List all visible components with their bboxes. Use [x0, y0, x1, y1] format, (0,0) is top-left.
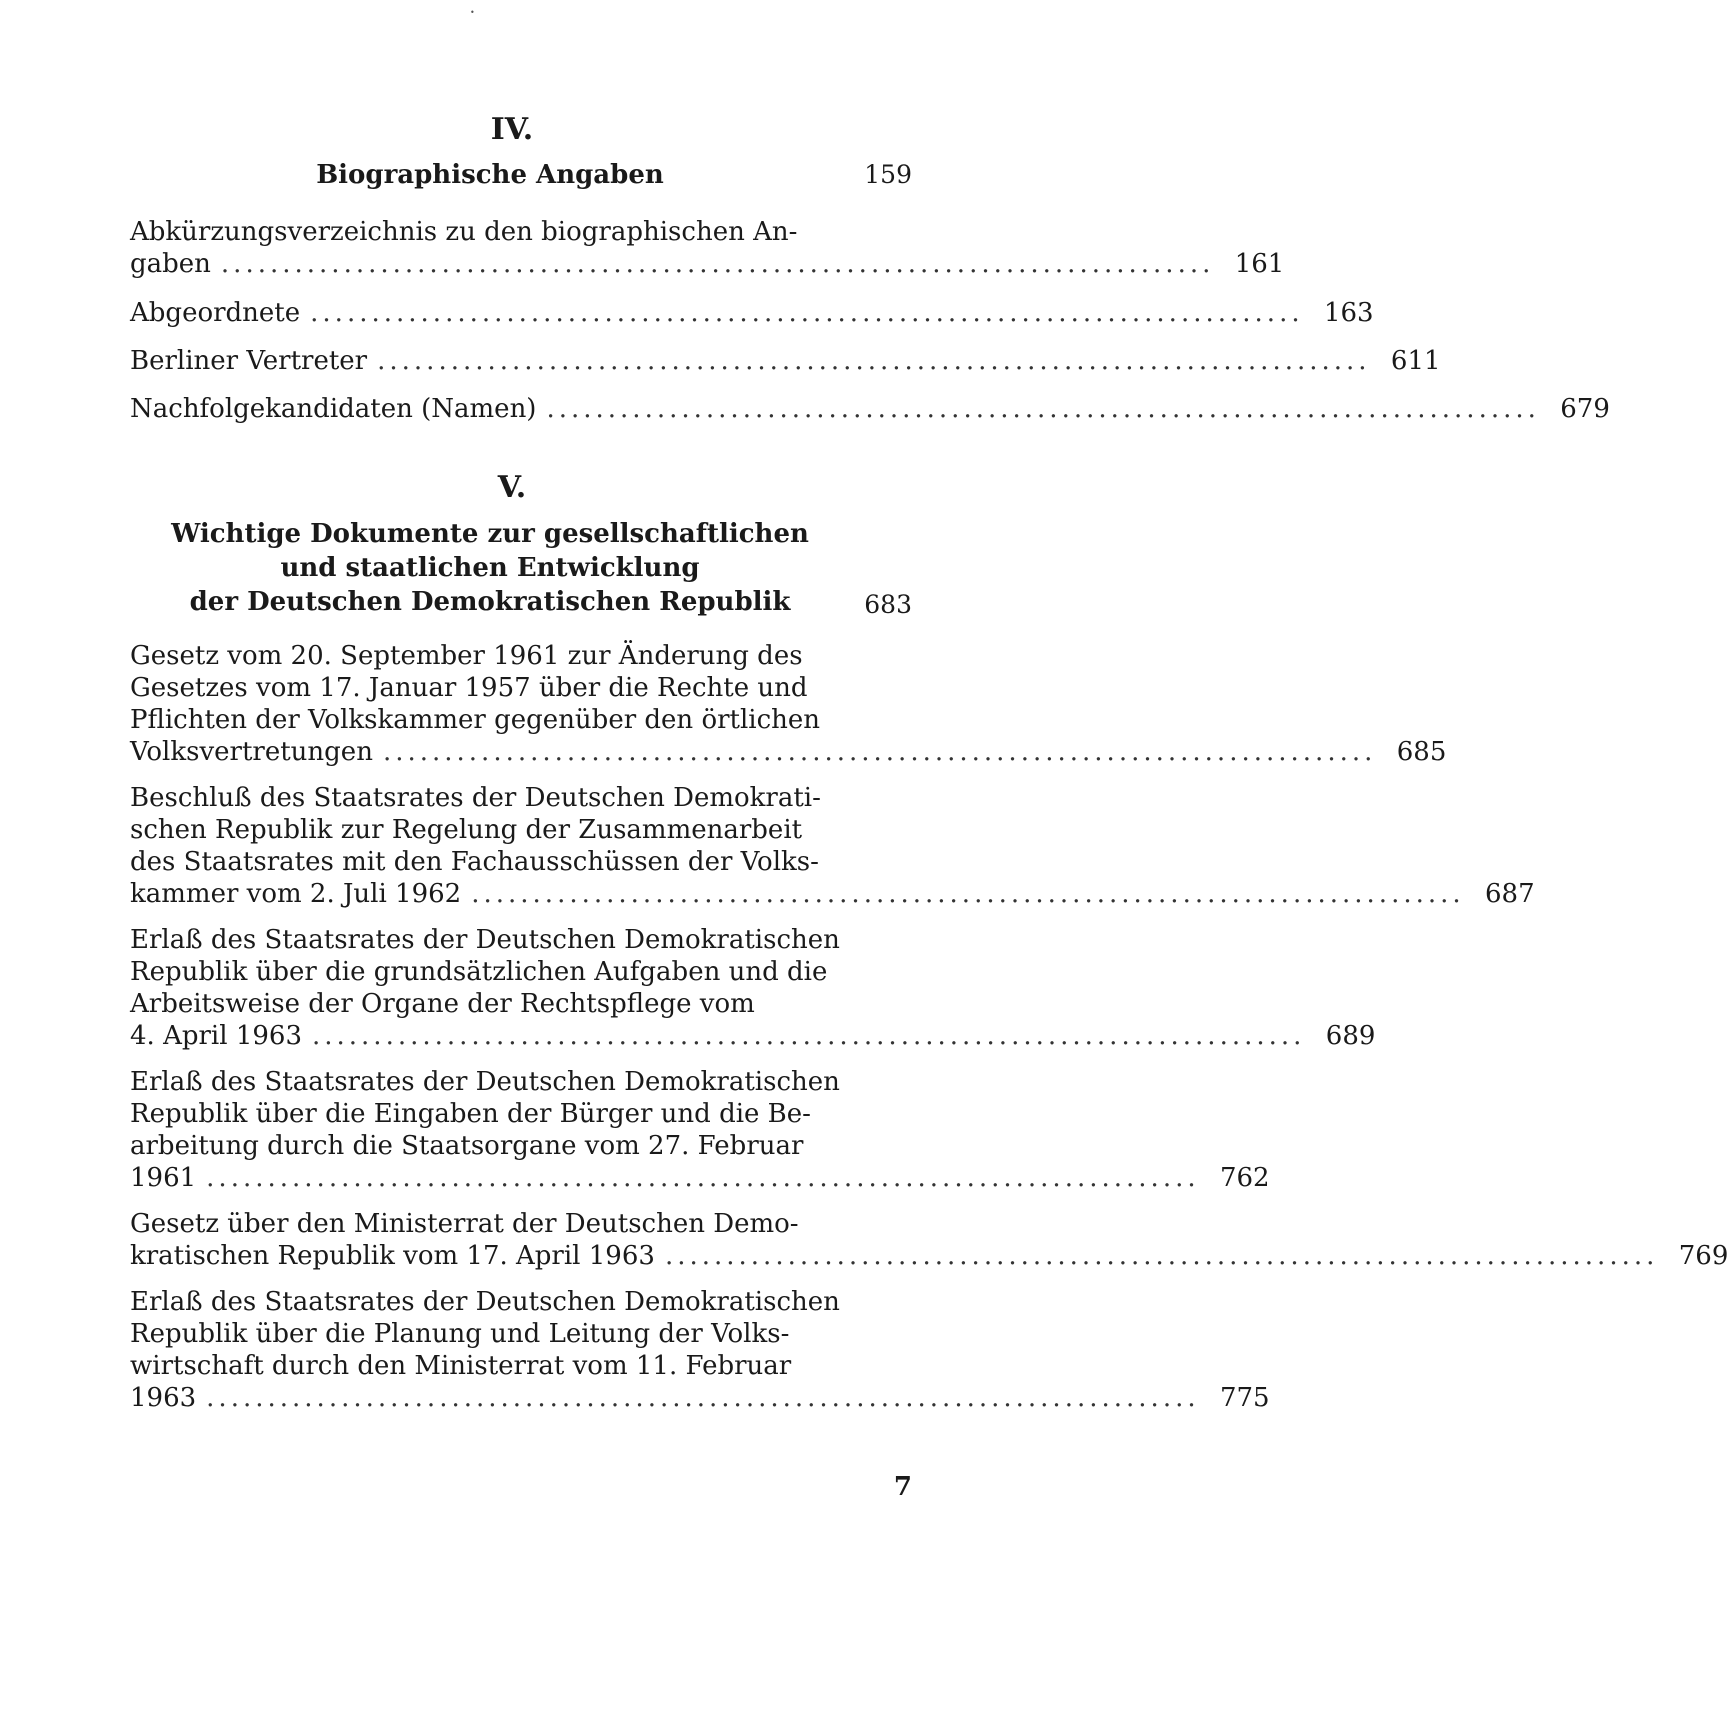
toc-entry[interactable]: [130, 1286, 1270, 1414]
entry-line: Pflichten der Volkskammer gegenüber den örtlichen: [130, 705, 821, 735]
toc-entry[interactable]: [130, 345, 1441, 377]
section-v-heading-page: 683: [864, 590, 912, 619]
entry-line: Erlaß des Staatsrates der Deutschen Demokratischen: [130, 1287, 840, 1317]
entry-line: Republik über die Planung und Leitung der Volks-: [130, 1319, 790, 1349]
entry-line: Beschluß des Staatsrates der Deutschen Demokrati-: [130, 783, 821, 813]
dot-leader: .................................................................................: [382, 737, 1377, 767]
toc-entry[interactable]: [130, 924, 1376, 1052]
entry-page-number: 775: [1219, 1383, 1270, 1413]
toc-entry[interactable]: [130, 640, 1447, 768]
toc-entry[interactable]: [130, 216, 1285, 280]
dot-leader: .................................................................................: [206, 1383, 1200, 1413]
section-v-heading-line: der Deutschen Demokratischen Republik: [189, 587, 791, 617]
entry-line: kratischen Republik vom 17. April 1963: [130, 1241, 655, 1271]
dot-leader: .................................................................................: [220, 249, 1215, 279]
toc-entry[interactable]: [130, 393, 1610, 425]
entry-page-number: 687: [1485, 879, 1535, 909]
entry-page-number: 689: [1325, 1021, 1376, 1051]
toc-entry[interactable]: [130, 297, 1374, 329]
page-folio-number: 7: [893, 1472, 912, 1502]
entry-page-number: 161: [1234, 249, 1285, 279]
entry-line: Abkürzungsverzeichnis zu den biographischen An-: [130, 217, 798, 247]
entry-line: Republik über die grundsätzlichen Aufgaben und die: [130, 957, 828, 987]
entry-line: 4. April 1963: [130, 1021, 302, 1051]
section-iv-numeral: IV.: [490, 112, 534, 147]
toc-entry[interactable]: [130, 782, 1535, 910]
dot-leader: .................................................................................: [546, 394, 1540, 424]
section-v-numeral: V.: [497, 470, 527, 505]
entry-line: 1963: [130, 1383, 197, 1413]
entry-line: Gesetz vom 20. September 1961 zur Änderung des: [130, 641, 803, 671]
toc-entry[interactable]: [130, 1208, 1728, 1272]
entry-line: 1961: [130, 1163, 197, 1193]
toc-entry[interactable]: [130, 1066, 1270, 1194]
entry-page-number: 769: [1678, 1241, 1728, 1271]
entry-line: wirtschaft durch den Ministerrat vom 11. Februar: [130, 1351, 792, 1381]
dot-leader: .................................................................................: [311, 1021, 1306, 1051]
entry-page-number: 679: [1560, 394, 1610, 424]
entry-page-number: 611: [1390, 346, 1441, 376]
entry-line: Republik über die Eingaben der Bürger und die Be-: [130, 1099, 811, 1129]
dot-leader: .................................................................................: [310, 298, 1304, 328]
dot-leader: .................................................................................: [206, 1163, 1200, 1193]
dot-leader: .................................................................................: [664, 1241, 1659, 1271]
dot-leader: .................................................................................: [377, 346, 1371, 376]
section-v-heading: [130, 517, 850, 619]
entry-line: Arbeitsweise der Organe der Rechtspflege vom: [130, 989, 755, 1019]
entry-line: Gesetz über den Ministerrat der Deutschen Demo-: [130, 1209, 799, 1239]
entry-page-number: 685: [1396, 737, 1447, 767]
section-v-heading-line: Wichtige Dokumente zur gesellschaftlichen: [171, 519, 809, 549]
entry-line: Erlaß des Staatsrates der Deutschen Demokratischen: [130, 925, 840, 955]
dot-leader: .................................................................................: [471, 879, 1465, 909]
print-speck: •: [470, 8, 475, 17]
entry-line: Nachfolgekandidaten (Namen): [130, 394, 537, 424]
entry-line: Abgeordnete: [130, 298, 301, 328]
entry-line: Erlaß des Staatsrates der Deutschen Demokratischen: [130, 1067, 840, 1097]
entry-page-number: 163: [1323, 298, 1374, 328]
entry-line: arbeitung durch die Staatsorgane vom 27. Februar: [130, 1131, 804, 1161]
entry-line: Gesetzes vom 17. Januar 1957 über die Rechte und: [130, 673, 808, 703]
entry-line: Berliner Vertreter: [130, 346, 368, 376]
entry-line: gaben: [130, 249, 211, 279]
entry-line: Volksvertretungen: [130, 737, 373, 767]
section-iv-heading-page: 159: [864, 160, 912, 189]
entry-line: kammer vom 2. Juli 1962: [130, 879, 462, 909]
entry-line: des Staatsrates mit den Fachausschüssen der Volks-: [130, 847, 819, 877]
section-iv-heading: Biographische Angaben: [316, 160, 664, 190]
entry-page-number: 762: [1219, 1163, 1270, 1193]
section-v-heading-line: und staatlichen Entwicklung: [280, 553, 700, 583]
entry-line: schen Republik zur Regelung der Zusammenarbeit: [130, 815, 803, 845]
